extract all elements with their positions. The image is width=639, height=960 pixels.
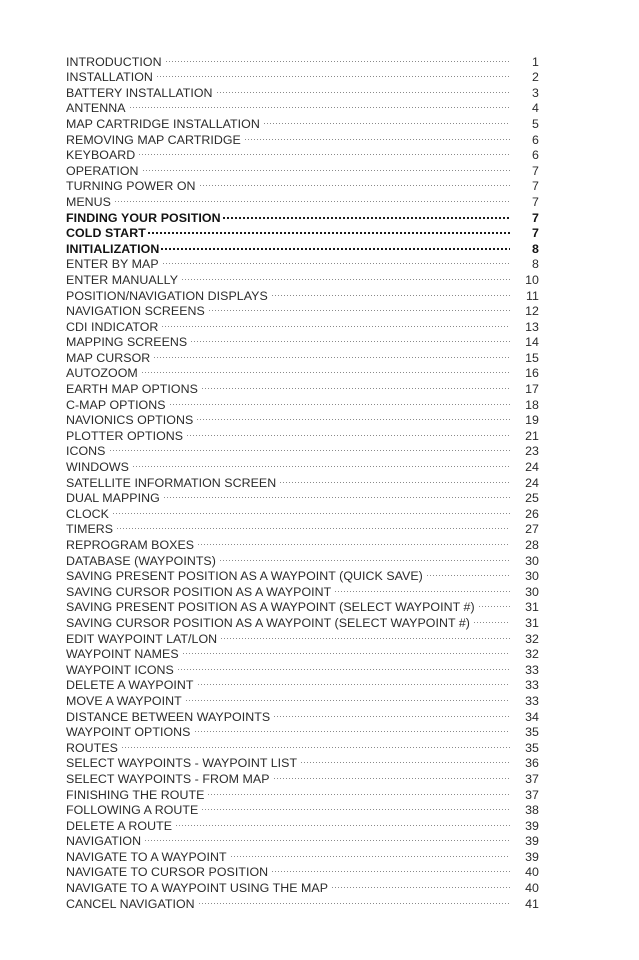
toc-entry-title: NAVIGATE TO A WAYPOINT USING THE MAP (66, 881, 329, 896)
toc-entry-page-number: 30 (525, 569, 539, 584)
toc-entry-page-number: 35 (525, 725, 539, 740)
toc-dot-leader (195, 721, 511, 737)
toc-entry-title: NAVIONICS OPTIONS (66, 413, 194, 428)
toc-entry-page-number: 39 (525, 849, 539, 864)
toc-entry-page-number: 40 (525, 881, 539, 896)
toc-entry-page-number: 32 (525, 631, 539, 646)
toc-dot-leader (183, 643, 510, 659)
toc-entry-title: MAP CURSOR (66, 350, 151, 365)
toc-dot-leader (191, 331, 510, 347)
toc-entry-title: FINISHING THE ROUTE (66, 787, 205, 802)
toc-entry-page-number: 4 (532, 101, 539, 116)
toc-entry-page-number: 19 (525, 413, 539, 428)
toc-dot-leader (427, 565, 510, 581)
toc-dot-leader (231, 845, 510, 861)
toc-dot-leader (113, 502, 510, 518)
toc-entry-page-number: 33 (525, 678, 539, 693)
toc-entry-title: FINDING YOUR POSITION (66, 210, 221, 225)
toc-entry-page-number: 24 (525, 475, 539, 490)
toc-dot-leader (274, 705, 510, 721)
toc-entry-page-number: 8 (532, 257, 539, 272)
toc-dot-leader (162, 315, 510, 331)
toc-entry-page-number: 27 (525, 522, 539, 537)
toc-entry-title: NAVIGATION SCREENS (66, 304, 205, 319)
toc-dot-leader (199, 892, 510, 908)
toc-dot-leader (117, 518, 510, 534)
toc-entry-title: C-MAP OPTIONS (66, 397, 166, 412)
toc-entry-title: REPROGRAM BOXES (66, 538, 195, 552)
toc-dot-leader (148, 222, 510, 238)
toc-entry-title: TIMERS (66, 522, 114, 537)
toc-entry-page-number: 34 (525, 709, 539, 724)
toc-dot-leader (280, 471, 510, 487)
toc-dot-leader (176, 814, 510, 830)
toc-dot-leader (245, 128, 510, 144)
toc-entry-page-number: 11 (526, 288, 539, 303)
toc-dot-leader (202, 377, 510, 393)
toc-entry-title: INTRODUCTION (66, 54, 162, 69)
toc-entry-title: EDIT WAYPOINT LAT/LON (66, 631, 218, 646)
toc-dot-leader (274, 767, 510, 783)
toc-dot-leader (198, 533, 510, 549)
toc-entry[interactable] (66, 502, 539, 521)
toc-entry-title: NAVIGATION (66, 834, 142, 849)
toc-dot-leader (115, 190, 510, 206)
toc-entry-title: WINDOWS (66, 460, 129, 475)
toc-entry-title: DUAL MAPPING (66, 491, 160, 506)
toc-entry[interactable] (66, 206, 539, 225)
toc-entry[interactable] (66, 518, 539, 537)
toc-dot-leader (272, 284, 510, 300)
toc-entry-page-number: 31 (525, 600, 539, 615)
toc-entry-title: PLOTTER OPTIONS (66, 428, 184, 443)
toc-entry-page-number: 39 (525, 834, 539, 849)
toc-entry-title: ENTER MANUALLY (66, 272, 179, 287)
toc-entry-title: MAPPING SCREENS (66, 335, 188, 350)
toc-entry-page-number: 8 (532, 241, 539, 256)
toc-dot-leader (186, 689, 510, 705)
toc-dot-leader (220, 549, 510, 565)
toc-entry-title: DELETE A ROUTE (66, 818, 173, 833)
toc-entry[interactable] (66, 471, 539, 490)
toc-entry[interactable] (66, 736, 539, 755)
toc-entry-title: SATELLITE INFORMATION SCREEN (66, 475, 277, 490)
toc-entry-page-number: 6 (532, 148, 539, 163)
toc-entry-title: CLOCK (66, 506, 109, 521)
toc-entry-title: BATTERY INSTALLATION (66, 85, 213, 100)
toc-dot-leader (142, 362, 510, 378)
toc-entry[interactable] (66, 97, 539, 116)
toc-entry-page-number: 24 (525, 460, 539, 475)
toc-dot-leader (221, 627, 510, 643)
toc-entry-title: NAVIGATE TO A WAYPOINT (66, 849, 227, 864)
toc-entry-title: CDI INDICATOR (66, 319, 159, 334)
toc-entry-title: COLD START (66, 226, 146, 241)
toc-entry-page-number: 33 (525, 693, 539, 708)
toc-entry-page-number: 7 (532, 226, 539, 241)
toc-entry-page-number: 14 (525, 335, 539, 350)
toc-entry-title: ENTER BY MAP (66, 257, 159, 272)
toc-entry-title: ANTENNA (66, 101, 126, 116)
toc-entry-title: WAYPOINT OPTIONS (66, 725, 191, 740)
toc-dot-leader (163, 253, 510, 269)
toc-dot-leader (474, 611, 510, 627)
toc-entry-page-number: 12 (525, 304, 539, 319)
toc-entry-page-number: 7 (532, 194, 539, 209)
toc-entry-page-number: 23 (525, 444, 539, 459)
toc-dot-leader (197, 409, 510, 425)
toc-entry-page-number: 13 (525, 319, 539, 334)
toc-dot-leader (335, 580, 510, 596)
toc-dot-leader (187, 424, 510, 440)
toc-entry-title: MENUS (66, 194, 111, 209)
toc-entry-page-number: 21 (525, 428, 539, 443)
toc-entry-title: POSITION/NAVIGATION DISPLAYS (66, 288, 268, 303)
toc-entry[interactable] (66, 440, 539, 459)
toc-entry[interactable] (66, 455, 539, 475)
toc-entry-title: NAVIGATE TO CURSOR POSITION (66, 865, 269, 880)
toc-entry-title: REMOVING MAP CARTRIDGE (66, 132, 241, 147)
toc-entry-title: OPERATION (66, 163, 139, 178)
toc-dot-leader (139, 144, 510, 160)
toc-entry-page-number: 7 (532, 179, 539, 194)
toc-entry-page-number: 30 (525, 553, 539, 568)
toc-dot-leader (122, 736, 510, 752)
toc-entry[interactable] (66, 533, 539, 552)
toc-entry-title: WAYPOINT ICONS (66, 662, 174, 677)
toc-entry-page-number: 2 (532, 70, 539, 85)
toc-entry[interactable] (66, 190, 539, 209)
toc-entry-page-number: 3 (532, 85, 539, 100)
toc-entry-title: TURNING POWER ON (66, 179, 196, 194)
toc-entry-title: ROUTES (66, 740, 118, 755)
toc-entry-page-number: 40 (525, 865, 539, 880)
toc-entry-title: FOLLOWING A ROUTE (66, 803, 199, 818)
toc-entry-title: INITIALIZATION (66, 241, 160, 256)
toc-dot-leader (145, 830, 510, 846)
toc-dot-leader (272, 861, 510, 877)
toc-entry-title: INSTALLATION (66, 70, 153, 85)
toc-entry-page-number: 28 (525, 538, 539, 552)
toc-entry-page-number: 36 (525, 756, 539, 771)
toc-dot-leader (157, 66, 510, 82)
toc-dot-leader (479, 596, 510, 612)
toc-dot-leader (209, 300, 510, 316)
toc-entry-page-number: 17 (525, 382, 539, 397)
toc-dot-leader (110, 440, 511, 456)
toc-entry-page-number: 10 (525, 272, 539, 287)
toc-entry[interactable] (66, 50, 539, 69)
toc-entry-page-number: 30 (525, 584, 539, 599)
toc-entry-page-number: 7 (532, 163, 539, 178)
toc-entry-title: AUTOZOOM (66, 366, 138, 381)
toc-dot-leader (166, 50, 510, 66)
toc-entry-title: DATABASE (WAYPOINTS) (66, 553, 216, 568)
toc-dot-leader (154, 346, 510, 362)
toc-dot-leader (170, 393, 510, 409)
toc-entry-page-number: 32 (525, 647, 539, 662)
toc-entry-title: CANCEL NAVIGATION (66, 896, 195, 911)
toc-entry-title: SELECT WAYPOINTS - WAYPOINT LIST (66, 756, 298, 771)
toc-entry-page-number: 6 (532, 132, 539, 147)
toc-dot-leader (143, 159, 510, 175)
toc-entry-title: SAVING PRESENT POSITION AS A WAYPOINT (QUICK SAVE) (66, 569, 423, 584)
toc-dot-leader (301, 752, 510, 768)
toc-entry-page-number: 41 (525, 896, 539, 911)
toc-entry-title: ICONS (66, 444, 106, 459)
toc-entry-title: DISTANCE BETWEEN WAYPOINTS (66, 709, 271, 724)
toc-entry-title: MOVE A WAYPOINT (66, 693, 182, 708)
toc-entry[interactable] (66, 752, 539, 771)
table-of-contents (66, 50, 539, 911)
toc-entry-page-number: 35 (525, 740, 539, 755)
toc-entry-title: WAYPOINT NAMES (66, 647, 179, 662)
toc-entry-title: SAVING CURSOR POSITION AS A WAYPOINT (66, 584, 332, 599)
toc-entry-page-number: 37 (525, 787, 539, 802)
toc-entry-page-number: 31 (525, 615, 539, 630)
toc-entry[interactable] (66, 112, 539, 131)
toc-entry-title: SAVING PRESENT POSITION AS A WAYPOINT (SELECT WAYPOINT #) (66, 600, 475, 615)
toc-entry-page-number: 5 (532, 116, 539, 131)
toc-entry-page-number: 25 (525, 491, 539, 506)
toc-entry-title: DELETE A WAYPOINT (66, 678, 194, 693)
toc-entry-page-number: 37 (525, 771, 539, 786)
toc-dot-leader (223, 206, 510, 222)
toc-entry-page-number: 7 (532, 210, 539, 225)
toc-entry-title: KEYBOARD (66, 148, 136, 163)
toc-dot-leader (130, 97, 510, 113)
toc-entry-title: EARTH MAP OPTIONS (66, 382, 198, 397)
toc-dot-leader (182, 268, 510, 284)
toc-entry-title: SAVING CURSOR POSITION AS A WAYPOINT (SELECT WAYPOINT #) (66, 615, 470, 630)
toc-dot-leader (202, 799, 510, 815)
toc-entry-page-number: 16 (525, 366, 539, 381)
toc-dot-leader (332, 876, 510, 892)
toc-dot-leader (161, 237, 510, 253)
toc-entry-page-number: 39 (525, 818, 539, 833)
toc-dot-leader (208, 783, 510, 799)
toc-dot-leader (217, 81, 510, 97)
toc-entry-page-number: 15 (525, 350, 539, 365)
toc-dot-leader (200, 175, 510, 191)
toc-dot-leader (178, 658, 510, 674)
toc-dot-leader (198, 674, 510, 690)
toc-entry-title: MAP CARTRIDGE INSTALLATION (66, 116, 260, 131)
toc-entry-page-number: 1 (532, 54, 539, 69)
toc-entry-page-number: 33 (525, 662, 539, 677)
toc-dot-leader (164, 487, 510, 503)
toc-entry-page-number: 26 (525, 506, 539, 521)
toc-entry-page-number: 38 (525, 803, 539, 818)
toc-dot-leader (133, 455, 510, 471)
toc-dot-leader (264, 112, 510, 128)
toc-entry-title: SELECT WAYPOINTS - FROM MAP (66, 771, 270, 786)
toc-entry-page-number: 18 (525, 397, 539, 412)
